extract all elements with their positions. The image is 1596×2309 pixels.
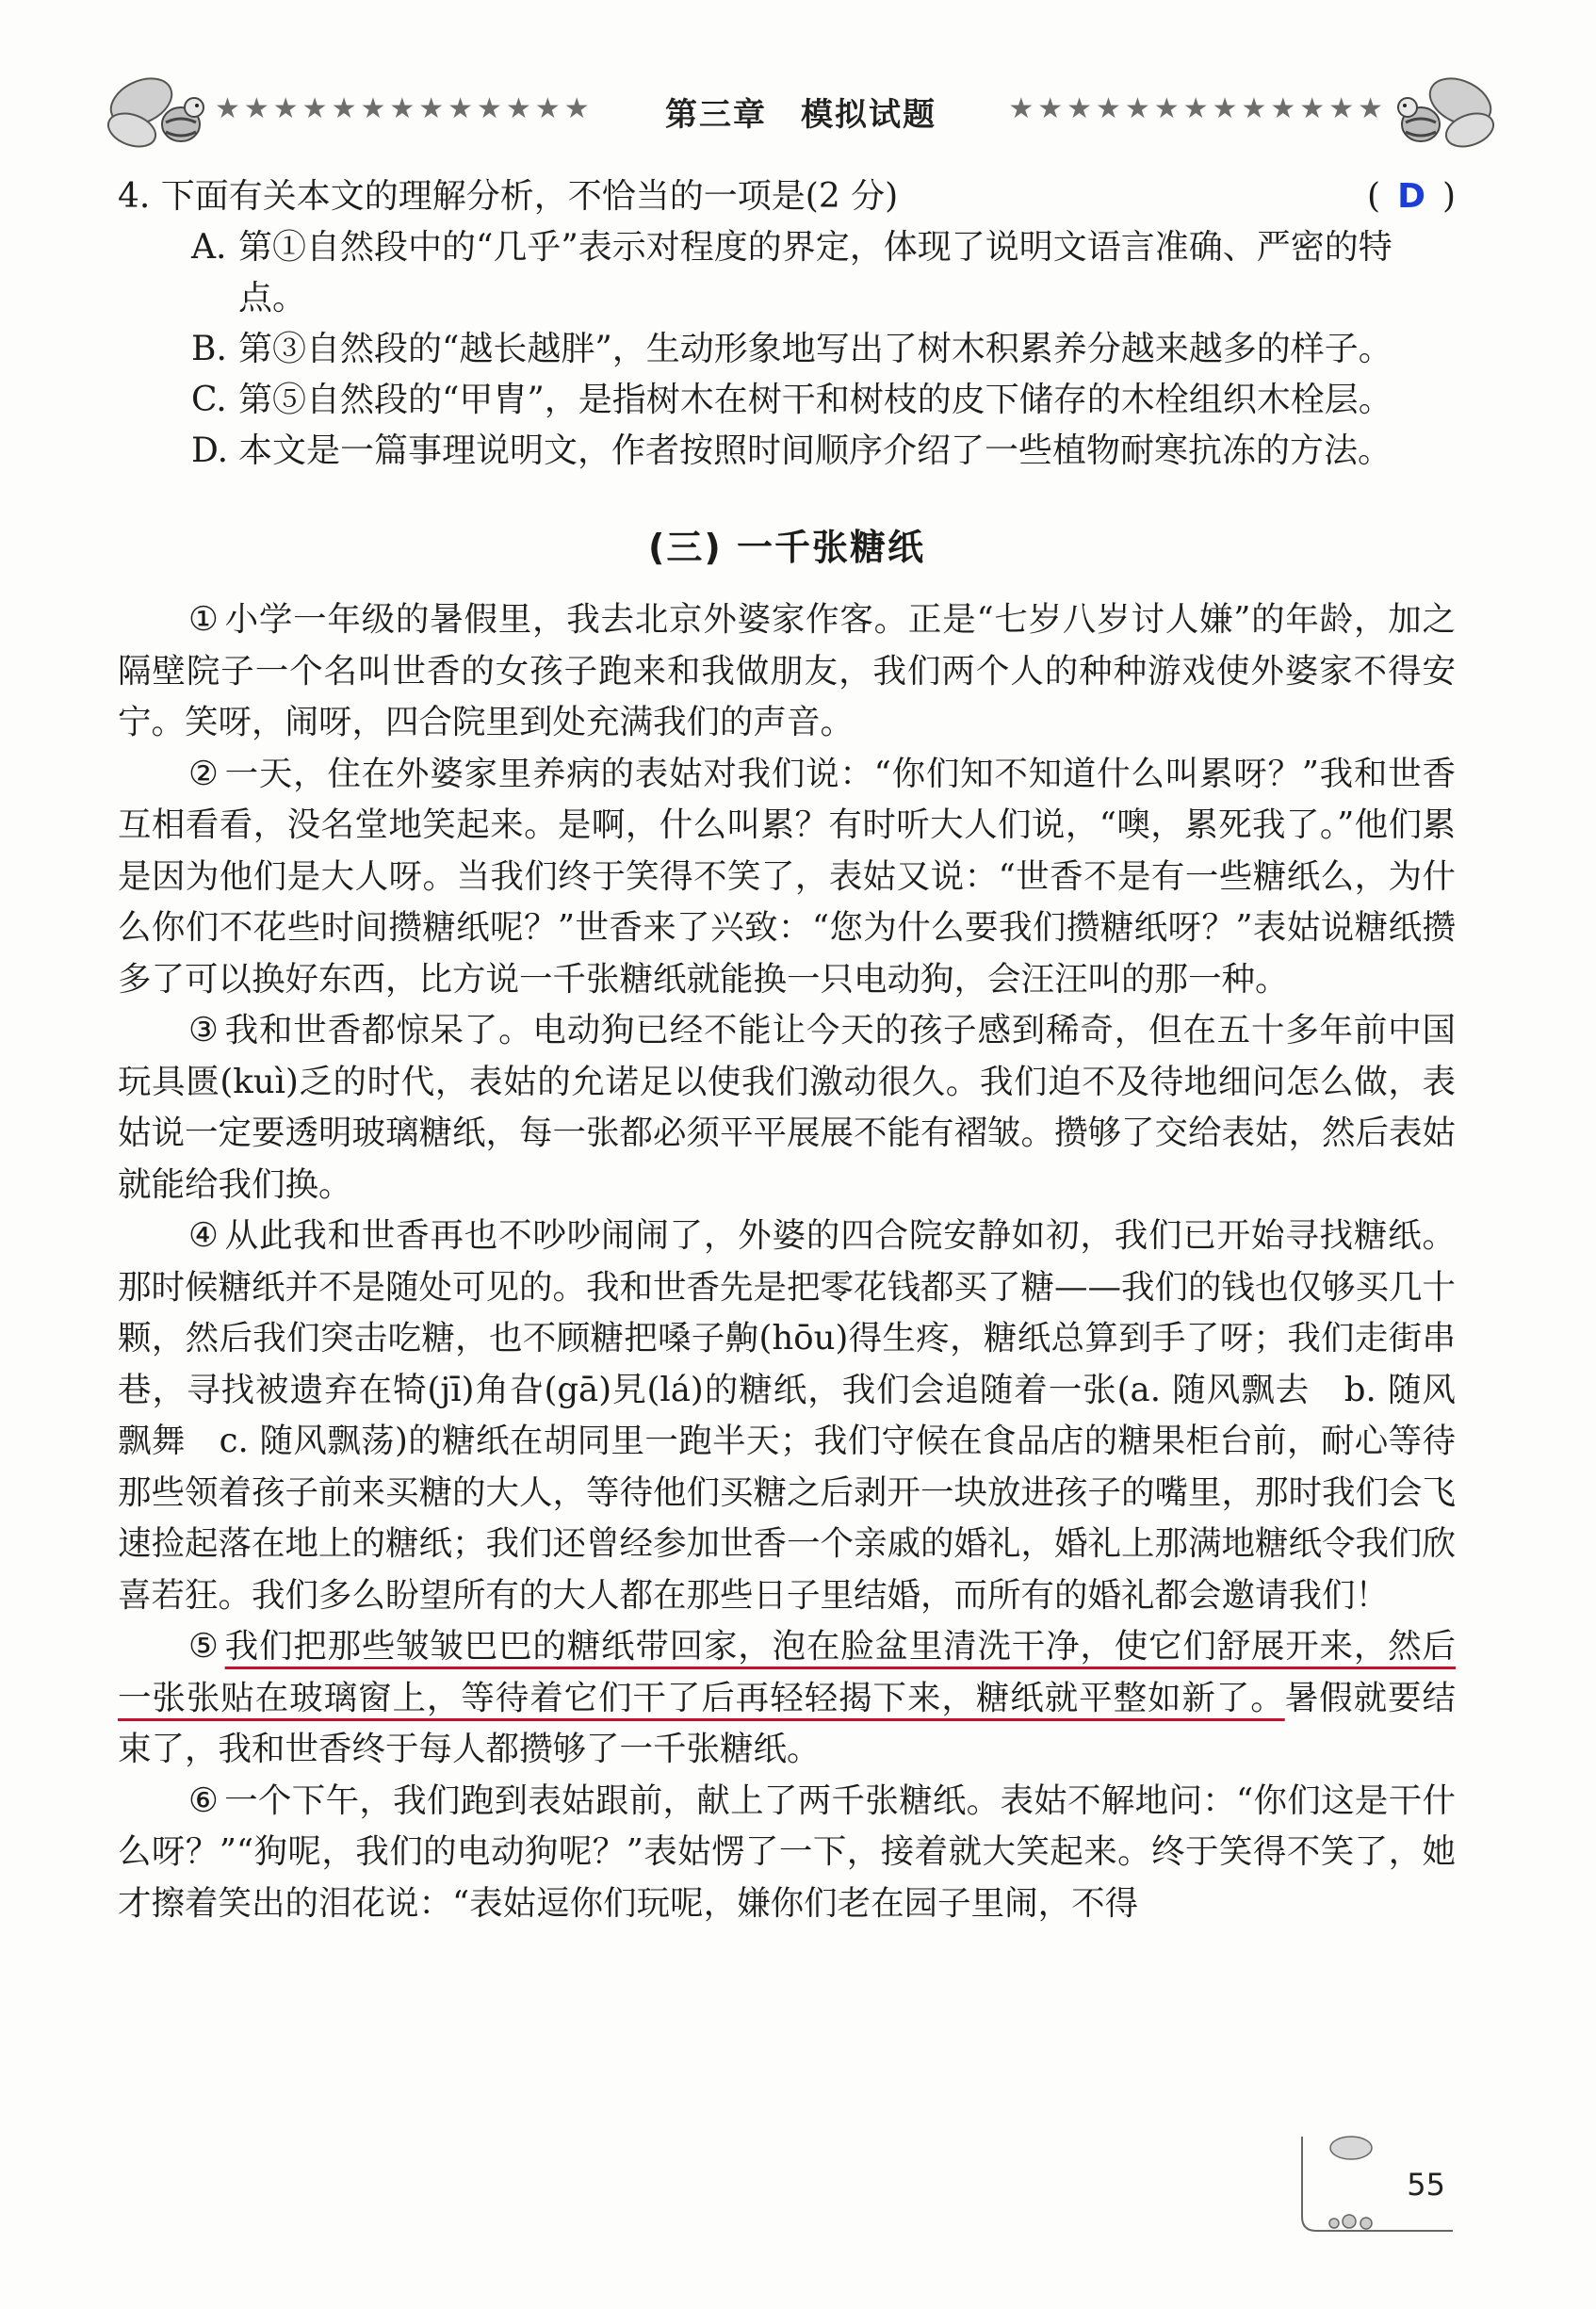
underlined-sentence: 我们把那些皱皱巴巴的糖纸带回家，泡在脸盆里清洗干净，使它们舒展开来，然后一张张贴在玻璃窗上，等待着它们干了后再轻轻揭下来，糖纸就平整如新了。 <box>118 1627 1456 1717</box>
paragraph-text: 暑假就要结束了，我和世香终于每人都攒够了一千张糖纸。 <box>118 1678 1456 1768</box>
paragraph-2 <box>118 749 1456 1006</box>
bee-icon <box>1385 57 1498 170</box>
option-b <box>118 324 1456 375</box>
page-content <box>118 171 1456 1929</box>
question-text: 4. 下面有关本文的理解分析，不恰当的一项是(2 分) <box>118 177 899 216</box>
paragraph-3 <box>118 1005 1456 1211</box>
question-stem <box>118 171 1456 222</box>
section-title: (三) 一千张糖纸 <box>648 527 925 568</box>
bracket-open: ( <box>1367 177 1381 216</box>
paragraph-number: ① <box>188 600 220 639</box>
paragraph-1 <box>118 594 1456 749</box>
option-text: 本文是一篇事理说明文，作者按照时间顺序介绍了一些植物耐寒抗冻的方法。 <box>238 431 1392 470</box>
option-c <box>118 375 1456 426</box>
paragraph-5 <box>118 1621 1456 1776</box>
paragraph-number: ③ <box>188 1011 220 1049</box>
option-a <box>118 222 1456 324</box>
paragraph-text: 一天，住在外婆家里养病的表姑对我们说：“你们知不知道什么叫累呀？”我和世香互相看看，没名堂地笑起来。是啊，什么叫累？有时听大人们说，“噢，累死我了。”他们累是因为他们是大人呀。当我们终于笑得不笑了，表姑又说：“世香不是有一些糖纸么，为什么你们不花些时间攒糖纸呢？”世香来了兴致：“您为什么要我们攒糖纸呀？”表姑说糖纸攒多了可以换好东西，比方说一千张糖纸就能换一只电动狗，会汪汪叫的那一种。 <box>118 754 1456 999</box>
option-letter: A. <box>191 228 227 267</box>
paragraph-number: ⑥ <box>188 1781 220 1820</box>
paragraph-text: 我和世香都惊呆了。电动狗已经不能让今天的孩子感到稀奇，但在五十多年前中国玩具匮(kuì)乏的时代，表姑的允诺足以使我们激动很久。我们迫不及待地细问怎么做，表姑说一定要透明玻璃糖纸，每一张都必须平平展展不能有褶皱。攒够了交给表姑，然后表姑就能给我们换。 <box>118 1011 1457 1204</box>
answer-value: D <box>1397 177 1425 216</box>
paragraph-text: 小学一年级的暑假里，我去北京外婆家作客。正是“七岁八岁讨人嫌”的年龄，加之隔壁院子一个名叫世香的女孩子跑来和我做朋友，我们两个人的种种游戏使外婆家不得安宁。笑呀，闹呀，四合院里到处充满我们的声音。 <box>118 600 1456 741</box>
option-text: 第③自然段的“越长越胖”，生动形象地写出了树木积累养分越来越多的样子。 <box>238 330 1392 368</box>
header-stars-right: ★★★★★★★★★★★★★ <box>1008 92 1387 125</box>
header-stars-left: ★★★★★★★★★★★★★ <box>215 92 594 125</box>
page-header <box>104 57 1498 170</box>
option-text: 第⑤自然段的“甲胄”，是指树木在树干和树枝的皮下储存的木栓组织木栓层。 <box>238 381 1392 419</box>
paragraph-number: ② <box>188 754 220 793</box>
paragraph-text: 从此我和世香再也不吵吵闹闹了，外婆的四合院安静如初，我们已开始寻找糖纸。那时候糖纸并不是随处可见的。我和世香先是把零花钱都买了糖——我们的钱也仅够买几十颗，然后我们突击吃糖，也不顾糖把嗓子齁(hōu)得生疼，糖纸总算到手了呀；我们走街串巷，寻找被遗弃在犄(jī)角旮(gā)旯(lá)的糖纸，我们会追随着一张(a. 随风飘去 b. 随风飘舞 c. 随风飘荡)的糖纸在胡同里一跑半天；我们守候在食品店的糖果柜台前，耐心等待那些领着孩子前来买糖的大人，等待他们买糖之后剥开一块放进孩子的嘴里，那时我们会飞速捡起落在地上的糖纸；我们还曾经参加世香一个亲戚的婚礼，婚礼上那满地糖纸令我们欣喜若狂。我们多么盼望所有的大人都在那些日子里结婚，而所有的婚礼都会邀请我们！ <box>118 1216 1457 1615</box>
bracket-close: ) <box>1441 177 1456 216</box>
option-letter: B. <box>191 330 227 368</box>
option-letter: C. <box>191 381 227 419</box>
paragraph-number: ⑤ <box>188 1627 220 1666</box>
paragraph-4 <box>118 1211 1456 1621</box>
chapter-label: 第三章 <box>665 96 767 134</box>
chapter-subtitle: 模拟试题 <box>801 96 936 134</box>
paragraph-text: 一个下午，我们跑到表姑跟前，献上了两千张糖纸。表姑不解地问：“你们这是干什么呀？”“狗呢，我们的电动狗呢？”表姑愣了一下，接着就大笑起来。终于笑得不笑了，她才擦着笑出的泪花说：“表姑逗你们玩呢，嫌你们老在园子里闹，不得 <box>118 1781 1456 1923</box>
page-number: 55 <box>1407 2167 1445 2203</box>
option-letter: D. <box>191 431 229 470</box>
option-text: 第①自然段中的“几乎”表示对程度的界定，体现了说明文语言准确、严密的特点。 <box>238 228 1392 317</box>
answer-bracket <box>1367 171 1456 222</box>
option-d <box>118 426 1456 477</box>
paragraph-6 <box>118 1776 1456 1930</box>
paragraph-number: ④ <box>188 1216 220 1255</box>
